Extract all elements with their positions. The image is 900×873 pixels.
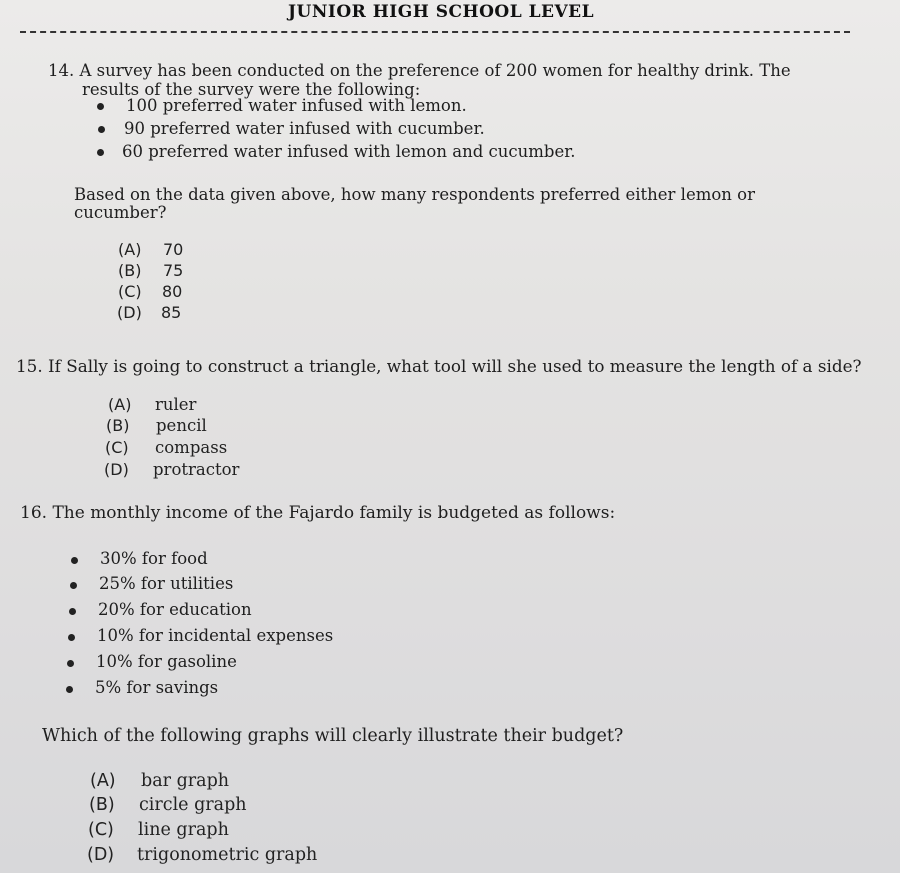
- bullet-icon: [70, 582, 77, 589]
- q16-option-c[interactable]: line graph: [138, 820, 229, 840]
- q14-option-a[interactable]: 70: [163, 240, 184, 259]
- q16-option-b-letter: (B): [89, 795, 115, 815]
- q15-option-a-letter: (A): [108, 395, 132, 414]
- q16-bullet-5: 10% for gasoline: [96, 652, 237, 671]
- bullet-icon: [67, 660, 74, 667]
- q16-bullet-4: 10% for incidental expenses: [97, 626, 334, 645]
- q16-line1: 16. The monthly income of the Fajardo family is budgeted as follows:: [20, 503, 616, 523]
- q15-option-a[interactable]: ruler: [155, 395, 197, 414]
- q16-option-d[interactable]: trigonometric graph: [137, 845, 318, 865]
- q14-option-d[interactable]: 85: [161, 303, 182, 322]
- q14-question-line1: Based on the data given above, how many respondents preferred either lemon or: [74, 185, 755, 204]
- q14-option-c[interactable]: 80: [162, 282, 183, 301]
- q15-line1: 15. If Sally is going to construct a triangle, what tool will she used to measure the length of a side?: [16, 356, 862, 376]
- q15-option-c-letter: (C): [105, 438, 129, 457]
- q16-option-a-letter: (A): [90, 771, 116, 791]
- q15-option-b-letter: (B): [106, 416, 130, 435]
- bullet-icon: [71, 557, 78, 564]
- dashed-divider: [20, 31, 850, 33]
- bullet-icon: [66, 686, 73, 693]
- q15-option-d[interactable]: protractor: [153, 460, 240, 479]
- q16-question: Which of the following graphs will clearly illustrate their budget?: [42, 726, 624, 746]
- q16-bullet-3: 20% for education: [98, 600, 252, 619]
- q14-line2: results of the survey were the following:: [82, 80, 421, 99]
- q15-option-d-letter: (D): [104, 460, 129, 479]
- bullet-icon: [69, 608, 76, 615]
- q14-option-c-letter: (C): [118, 282, 142, 301]
- q14-line1: 14. A survey has been conducted on the preference of 200 women for healthy drink. The: [48, 61, 791, 80]
- q14-question-line2: cucumber?: [74, 203, 167, 222]
- q14-option-d-letter: (D): [117, 303, 142, 322]
- q14-bullet-2: 90 preferred water infused with cucumber.: [124, 119, 485, 138]
- bullet-icon: [97, 103, 104, 110]
- page-header: JUNIOR HIGH SCHOOL LEVEL: [288, 2, 595, 22]
- q16-option-c-letter: (C): [88, 820, 114, 840]
- q14-bullet-3: 60 preferred water infused with lemon and cucumber.: [122, 142, 576, 161]
- bullet-icon: [97, 149, 104, 156]
- bullet-icon: [68, 634, 75, 641]
- q14-option-b-letter: (B): [118, 261, 142, 280]
- q14-bullet-1: 100 preferred water infused with lemon.: [126, 96, 467, 115]
- q15-option-b[interactable]: pencil: [156, 416, 207, 435]
- q14-option-b[interactable]: 75: [163, 261, 184, 280]
- q16-option-a[interactable]: bar graph: [141, 771, 230, 791]
- q16-bullet-6: 5% for savings: [95, 678, 219, 697]
- bullet-icon: [98, 126, 105, 133]
- q14-option-a-letter: (A): [118, 240, 142, 259]
- q16-bullet-1: 30% for food: [100, 549, 208, 568]
- q15-option-c[interactable]: compass: [155, 438, 228, 457]
- q16-option-b[interactable]: circle graph: [139, 795, 247, 815]
- q16-bullet-2: 25% for utilities: [99, 574, 234, 593]
- q16-option-d-letter: (D): [87, 845, 115, 865]
